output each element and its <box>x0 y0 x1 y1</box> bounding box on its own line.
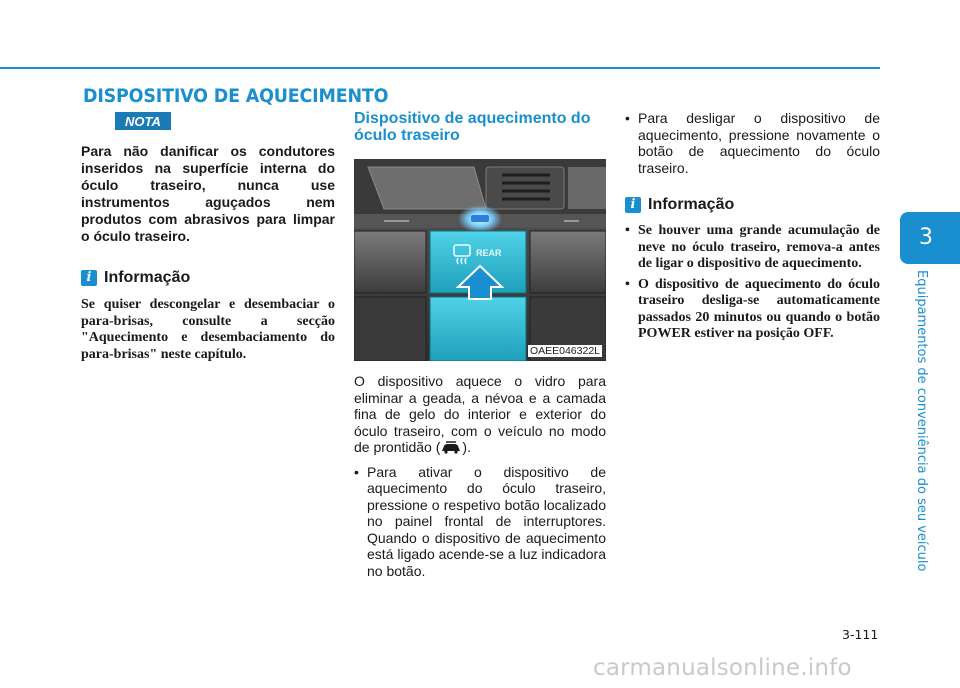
bullet-deactivate-text: Para desligar o dispositivo de aquecimento, pressione novamente o botão de aquecimento do óculo traseiro. <box>638 110 880 176</box>
subsection-title: Dispositivo de aquecimento do óculo traseiro <box>354 110 591 144</box>
info-bullet: • Se houver uma grande acumulação de neve no óculo traseiro, remova-a antes de ligar o dispositivo de aquecimento. <box>625 223 880 271</box>
left-column <box>81 110 335 363</box>
figure-code: OAEE046322L <box>529 345 600 357</box>
description-text-end: ). <box>462 439 471 455</box>
nota-text: Para não danificar os condutores inseridos na superfície interna do óculo traseiro, nunca use instrumentos aguçados nem produtos com abrasivos para limpar o óculo traseiro. <box>81 143 335 244</box>
info-bullet: • O dispositivo de aquecimento do óculo traseiro desliga-se automaticamente passados 20 minutos ou quando o botão POWER estiver na posição OFF. <box>625 276 880 341</box>
info-text: Se quiser descongelar e desembaciar o para-brisas, consulte a secção "Aquecimento e desembaciamento do para-brisas" neste capítulo. <box>81 297 335 362</box>
right-column <box>625 110 880 343</box>
watermark: carmanualsonline.info <box>593 655 852 681</box>
bullet-deactivate: • Para desligar o dispositivo de aquecimento, pressione novamente o botão de aquecimento do óculo traseiro. <box>625 110 880 176</box>
section-title: DISPOSITIVO DE AQUECIMENTO <box>83 85 389 107</box>
nota-badge: NOTA <box>115 112 171 130</box>
dashboard-illustration <box>354 159 606 361</box>
header-rule <box>0 67 880 69</box>
bullet-activate: • Para ativar o dispositivo de aquecimento do óculo traseiro, pressione o respetivo botão localizado no painel frontal de interruptores. Quando o dispositivo de aquecimento está ligado acende-se a luz indicadora no botão. <box>354 463 606 579</box>
info-title-right: Informação <box>648 196 735 213</box>
svg-text:REAR: REAR <box>476 248 502 258</box>
description-text-main: O dispositivo aquece o vidro para eliminar a geada, a névoa e a camada fina de gelo do interior e exterior do óculo traseiro, com o veículo no modo de prontidão ( <box>354 373 606 455</box>
info-icon: i <box>625 197 641 213</box>
chapter-tab[interactable]: 3 <box>900 212 960 264</box>
page-number: 3-111 <box>842 627 879 642</box>
info-title: Informação <box>104 269 191 286</box>
info-heading <box>81 269 335 287</box>
chapter-title: Equipamentos de conveniência do seu veículo <box>914 270 929 572</box>
description-text <box>354 373 606 456</box>
bullet-activate-text: Para ativar o dispositivo de aquecimento do óculo traseiro, pressione o respetivo botão localizado no painel frontal de interruptores. Quando o dispositivo de aquecimento está ligado acende-se a luz indicadora no botão. <box>367 463 606 579</box>
info-bullet-text: Se houver uma grande acumulação de neve no óculo traseiro, remova-a antes de ligar o dispositivo de aquecimento. <box>638 223 880 271</box>
info-icon: i <box>81 270 97 286</box>
middle-column <box>354 110 606 579</box>
info-bullet-text: O dispositivo de aquecimento do óculo traseiro desliga-se automaticamente passados 20 minutos ou quando o botão POWER estiver na posição OFF. <box>638 276 880 341</box>
ready-car-icon <box>440 440 462 454</box>
info-heading-right <box>625 196 880 214</box>
rear-defrost-figure <box>354 159 606 361</box>
